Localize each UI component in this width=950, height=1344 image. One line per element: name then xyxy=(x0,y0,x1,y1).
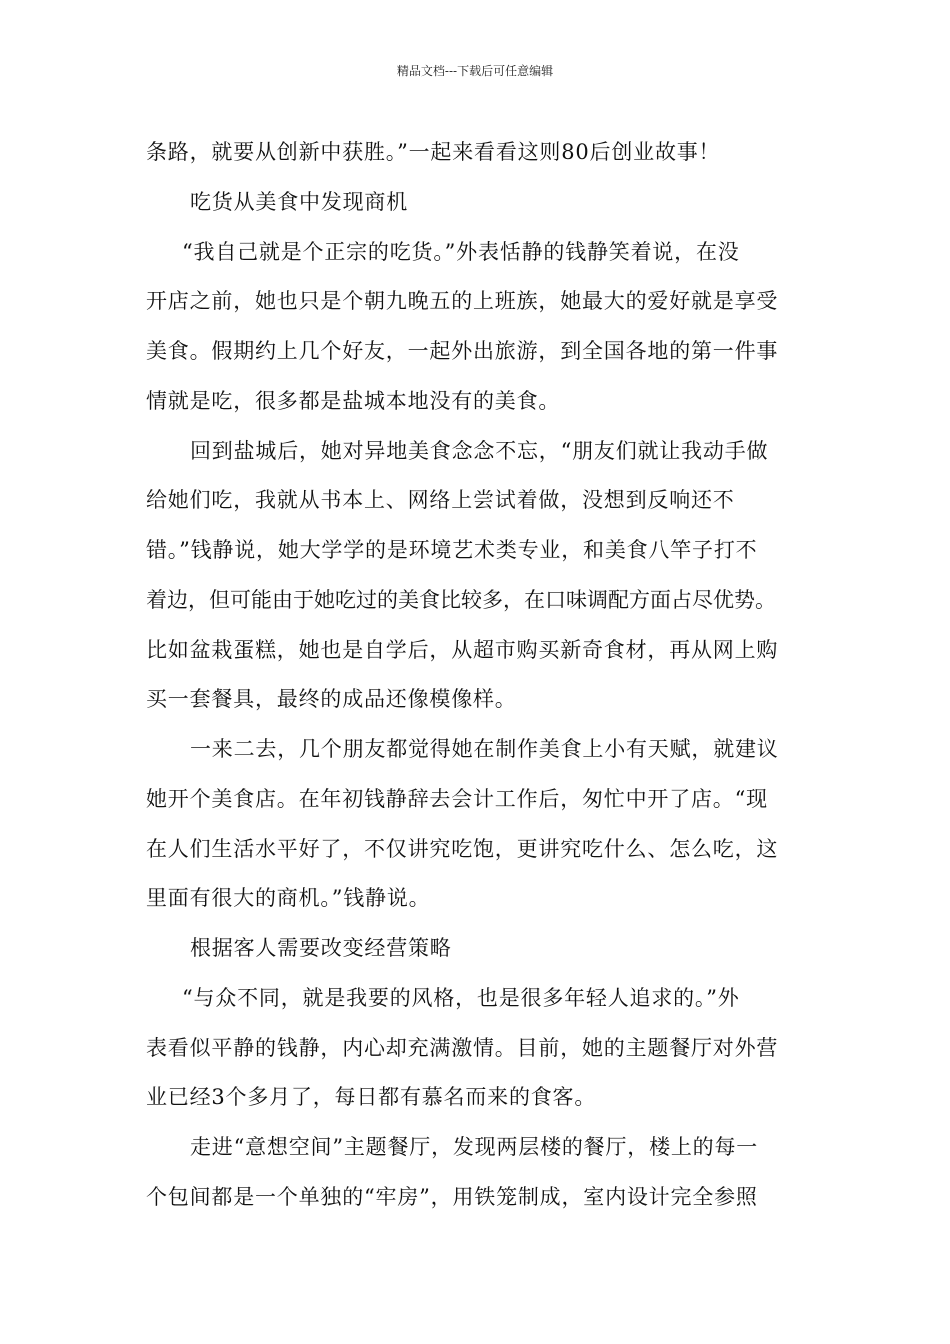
text-line: 走进“意想空间”主题餐厅，发现两层楼的餐厅，楼上的每一 xyxy=(190,1135,759,1159)
text-line: 个包间都是一个单独的“牢房”，用铁笼制成，室内设计完全参照 xyxy=(146,1184,758,1209)
text-line: 买一套餐具，最终的成品还像模像样。 xyxy=(146,687,517,712)
text-line: 情就是吃，很多都是盐城本地没有的美食。 xyxy=(146,388,561,413)
text-line: 给她们吃，我就从书本上、网络上尝试着做，没想到反响还不 xyxy=(146,488,735,513)
text-line: 里面有很大的商机。”钱静说。 xyxy=(146,886,431,911)
section-heading: 根据客人需要改变经营策略 xyxy=(190,936,452,960)
section-heading: 吃货从美食中发现商机 xyxy=(190,189,408,214)
text-line: 业已经3个多月了，每日都有慕名而来的食客。 xyxy=(146,1085,597,1110)
text-line: 在人们生活水平好了，不仅讲究吃饱，更讲究吃什么、怎么吃，这 xyxy=(146,836,779,861)
page-header: 精品文档---下载后可任意编辑 xyxy=(396,64,554,78)
text-line: 错。”钱静说，她大学学的是环境艺术类专业，和美食八竿子打不 xyxy=(146,538,758,562)
text-line: 一来二去，几个朋友都觉得她在制作美食上小有天赋，就建议 xyxy=(190,737,779,761)
text-line: 着边，但可能由于她吃过的美食比较多，在口味调配方面占尽优势。 xyxy=(146,587,776,612)
text-line: 回到盐城后，她对异地美食念念不忘，“朋友们就让我动手做 xyxy=(190,438,769,463)
text-line: 条路，就要从创新中获胜。”一起来看看这则80后创业故事！ xyxy=(146,140,721,164)
text-line: “与众不同，就是我要的风格，也是很多年轻人追求的。”外 xyxy=(182,985,740,1010)
text-line: 她开个美食店。在年初钱静辞去会计工作后，匆忙中开了店。“现 xyxy=(146,786,768,811)
document-body xyxy=(146,128,806,1223)
text-line: 开店之前，她也只是个朝九晚五的上班族，她最大的爱好就是享受 xyxy=(146,289,779,314)
text-line: “我自己就是个正宗的吃货。”外表恬静的钱静笑着说，在没 xyxy=(182,239,740,264)
text-line: 美食。假期约上几个好友，一起外出旅游，到全国各地的第一件事 xyxy=(146,339,779,363)
text-line: 比如盆栽蛋糕，她也是自学后，从超市购买新奇食材，再从网上购 xyxy=(146,637,779,662)
text-line: 表看似平静的钱静，内心却充满激情。目前，她的主题餐厅对外营 xyxy=(146,1035,779,1060)
